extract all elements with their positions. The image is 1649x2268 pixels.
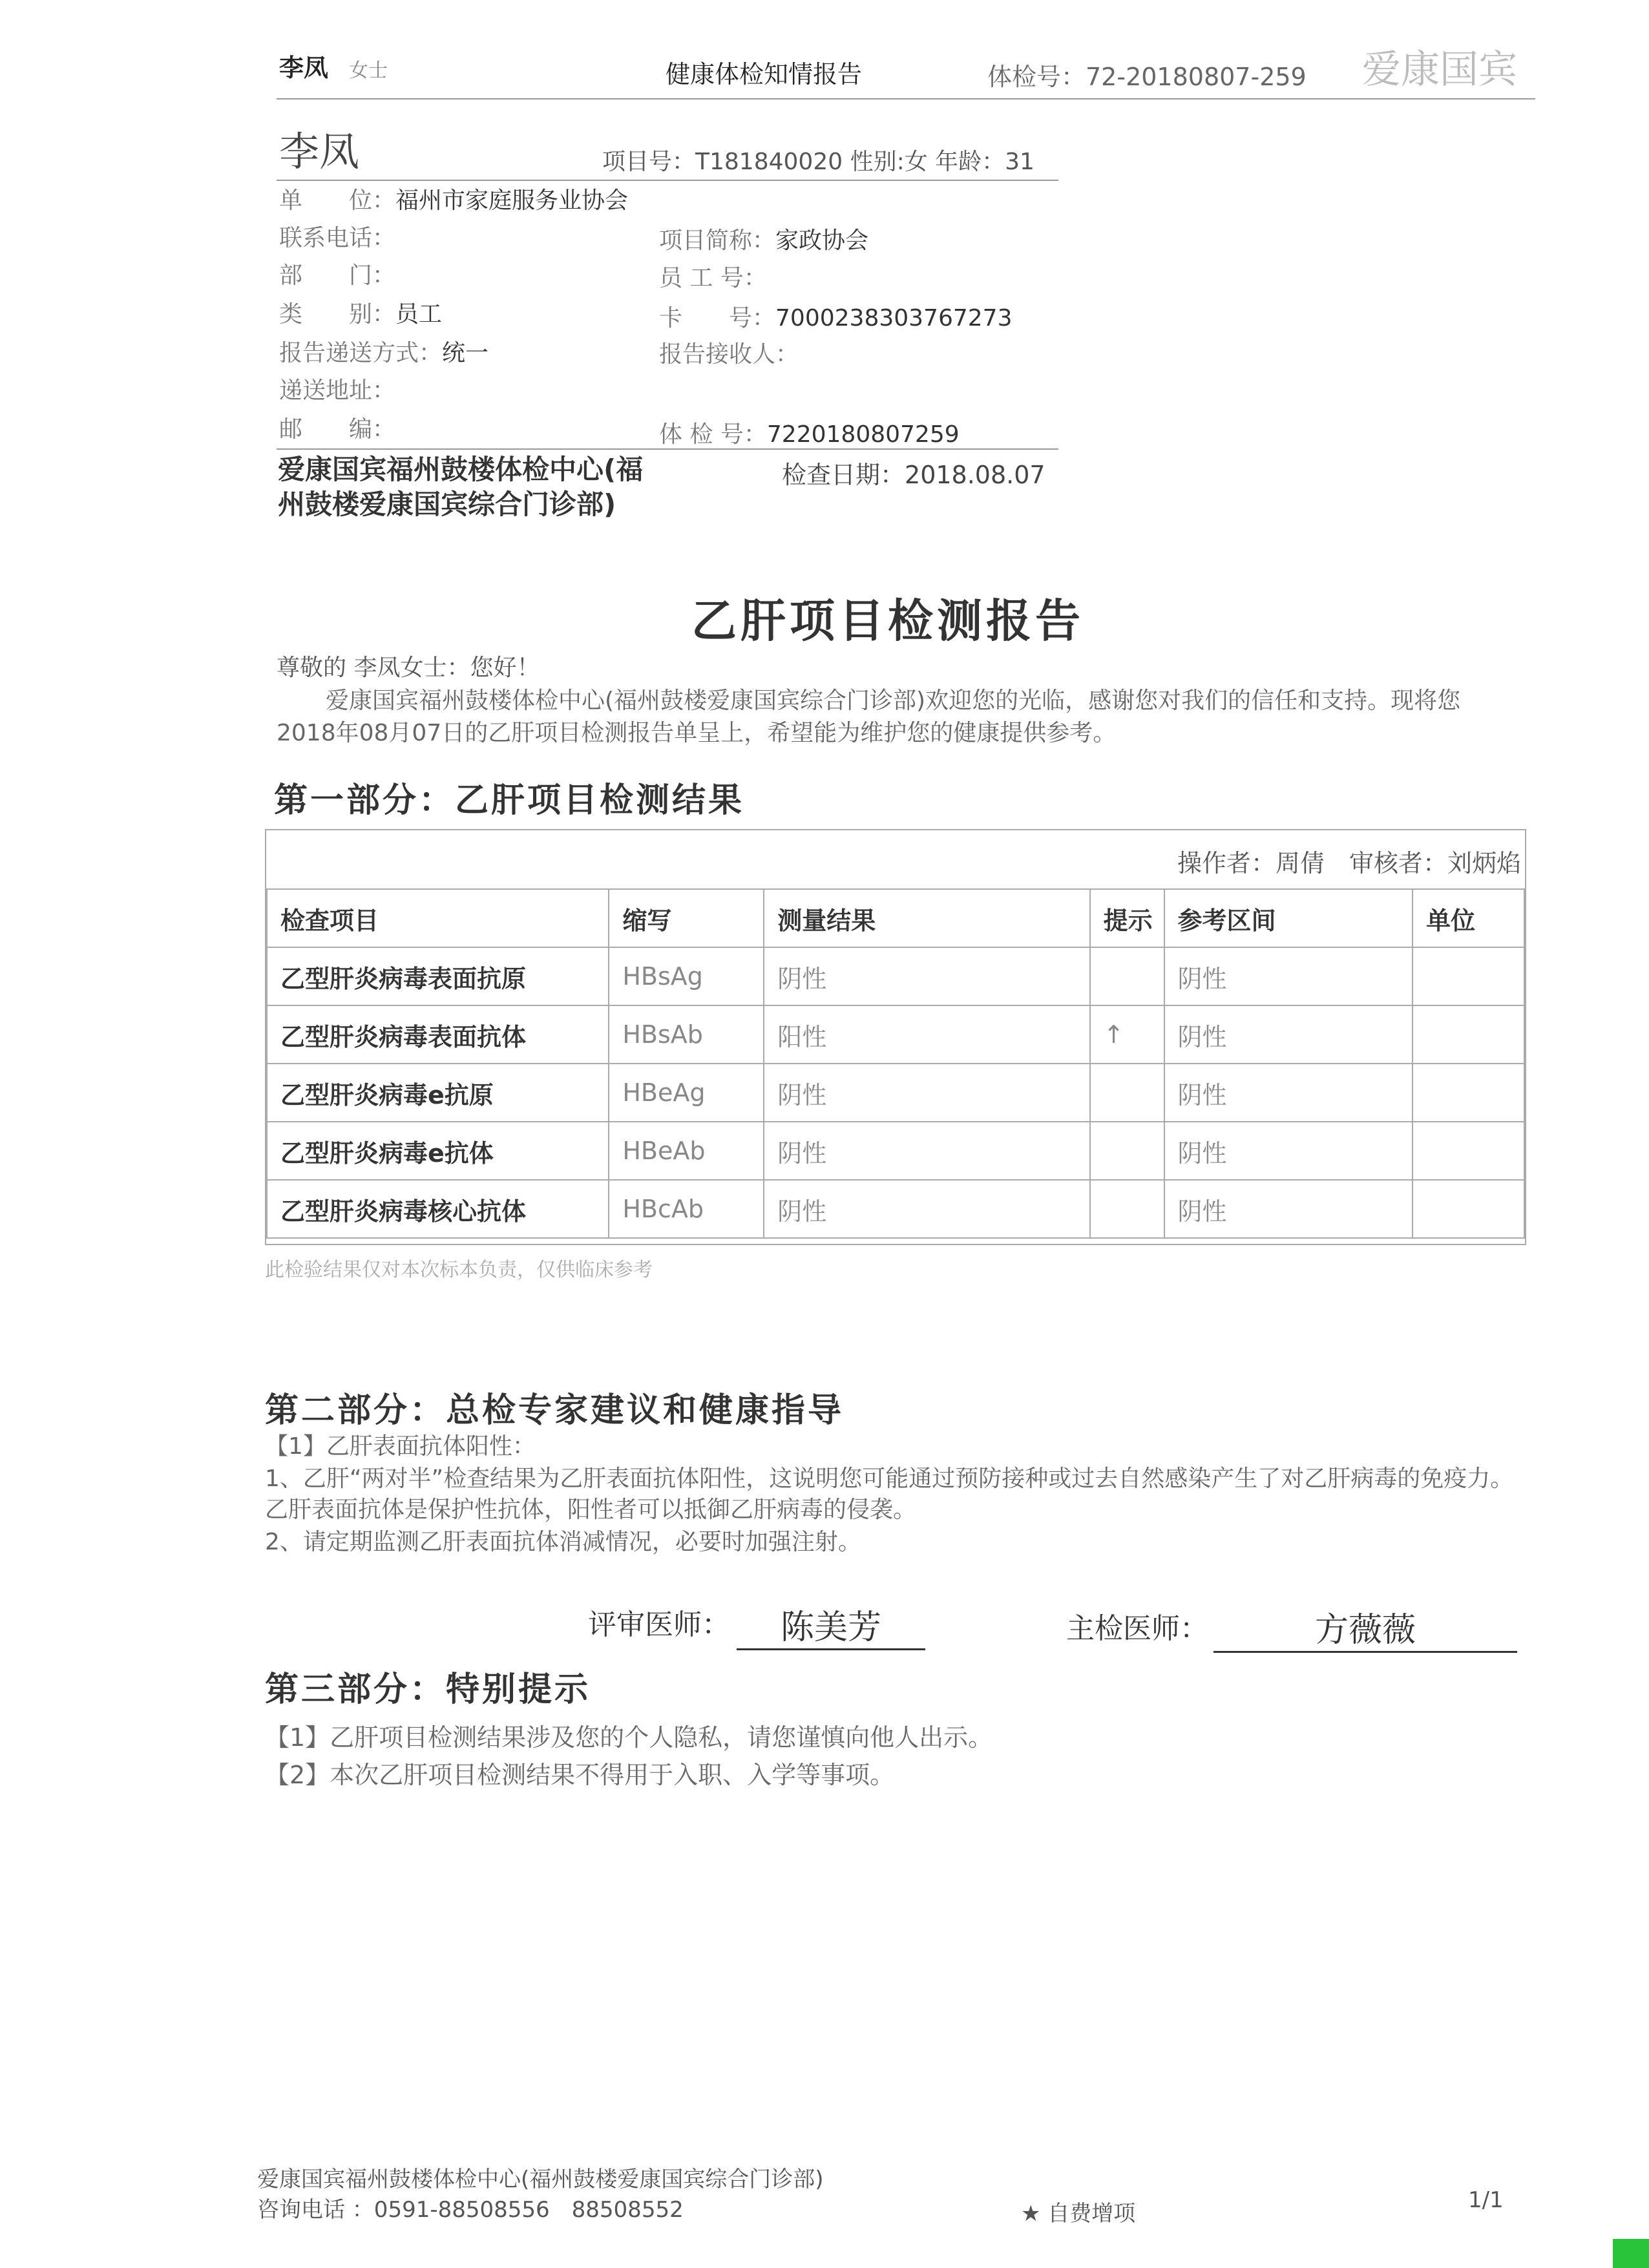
table-header-row [267,889,1524,947]
cell-ref: 阴性 [1164,947,1413,1005]
cell-ref: 阴性 [1164,1122,1413,1180]
employee-no-field: 员 工 号： [659,265,767,291]
cell-result: 阳性 [764,1005,1089,1064]
reviewer-signature: 陈美芳 [737,1600,925,1650]
fields-divider [277,448,1058,450]
special-item-1: 【1】乙肝项目检测结果涉及您的个人隐私，请您谨慎向他人出示。 [265,1723,993,1752]
header-hint: 提示 [1090,889,1164,947]
header-item: 检查项目 [267,889,609,947]
project-abbr-field: 项目简称：家政协会 [659,227,869,254]
header-unit: 单位 [1413,889,1524,947]
cell-unit [1413,947,1524,1005]
cell-result: 阴性 [764,1180,1089,1238]
table-row [267,1064,1524,1122]
intro-paragraph: 爱康国宾福州鼓楼体检中心(福州鼓楼爱康国宾综合门诊部)欢迎您的光临，感谢您对我们的信任和支持。现将您2018年08月07日的乙肝项目检测报告单呈上，希望能为维护您的健康提供参考。 [277,688,1461,746]
cell-hint [1090,1064,1164,1122]
reviewer-label: 评审医师： [588,1608,730,1641]
footer-center: 爱康国宾福州鼓楼体检中心(福州鼓楼爱康国宾综合门诊部) [257,2167,824,2192]
header-ref: 参考区间 [1164,889,1413,947]
results-table [266,888,1525,1239]
footer-note: ★ 自费增项 [1021,2201,1136,2227]
check-date: 检查日期：2018.08.07 [782,461,1045,489]
cell-abbr: HBsAb [609,1005,764,1064]
patient-divider [277,180,1058,181]
special-item-2: 【2】本次乙肝项目检测结果不得用于入职、入学等事项。 [265,1761,895,1789]
cell-unit [1413,1122,1524,1180]
brand-logo: 爱康国宾 [1362,47,1517,92]
cell-unit [1413,1180,1524,1238]
cell-unit [1413,1064,1524,1122]
receiver-field: 报告接收人： [659,341,799,368]
cell-item: 乙型肝炎病毒e抗原 [267,1064,609,1122]
greeting: 尊敬的 李凤女士：您好！ [277,655,540,681]
cell-ref: 阴性 [1164,1005,1413,1064]
table-row [267,1005,1524,1064]
cell-abbr: HBsAg [609,947,764,1005]
project-line: 项目号：T181840020 性别:女 年龄：31 [602,149,1035,175]
table-row [267,1180,1524,1238]
cell-unit [1413,1005,1524,1064]
cell-abbr: HBcAb [609,1180,764,1238]
part2-title: 第二部分：总检专家建议和健康指导 [265,1391,845,1430]
advice-line-1: 1、乙肝“两对半”检查结果为乙肝表面抗体阳性，这说明您可能通过预防接种或过去自然感染产生了对乙肝病毒的免疫力。乙肝表面抗体是保护性抗体，阳性者可以抵御乙肝病毒的侵袭。 [265,1465,1514,1523]
cell-abbr: HBeAg [609,1064,764,1122]
cell-result: 阴性 [764,1122,1089,1180]
footer-phone: 咨询电话 ：0591-88508556 88508552 [257,2197,684,2223]
header-report-type: 健康体检知情报告 [666,60,863,89]
cell-item: 乙型肝炎病毒表面抗原 [267,947,609,1005]
cell-hint [1090,1122,1164,1180]
scan-marker [1613,2239,1649,2268]
cell-hint [1090,947,1164,1005]
cell-item: 乙型肝炎病毒核心抗体 [267,1180,609,1238]
patient-name: 李凤 [279,128,360,175]
chief-label: 主检医师： [1066,1612,1208,1645]
header-divider [277,98,1535,100]
cell-abbr: HBeAb [609,1122,764,1180]
cell-result: 阴性 [764,947,1089,1005]
address-field: 递送地址： [279,377,396,404]
header-patient-name: 李凤 [279,54,329,82]
header-exam-no: 体检号：72-20180807-259 [987,63,1307,91]
header-title-suffix: 女士 [349,59,388,82]
cell-ref: 阴性 [1164,1064,1413,1122]
cell-ref: 阴性 [1164,1180,1413,1238]
cell-hint [1090,1180,1164,1238]
advice-heading: 【1】乙肝表面抗体阳性： [265,1433,536,1460]
header-abbr: 缩写 [609,889,764,947]
document-title: 乙肝项目检测报告 [691,594,1084,647]
part1-title: 第一部分：乙肝项目检测结果 [274,781,745,820]
cell-item: 乙型肝炎病毒e抗体 [267,1122,609,1180]
category-field: 类 别：员工 [279,301,443,328]
dept-field: 部 门： [279,262,396,289]
center-name: 爱康国宾福州鼓楼体检中心(福州鼓楼爱康国宾综合门诊部) [278,454,644,520]
header-result: 测量结果 [764,889,1089,947]
results-table-frame [265,829,1526,1245]
cell-item: 乙型肝炎病毒表面抗体 [267,1005,609,1064]
operator-reviewer: 操作者：周倩 审核者：刘炳焰 [1177,849,1521,877]
disclaimer: 此检验结果仅对本次标本负责，仅供临床参考 [265,1259,653,1281]
table-row [267,947,1524,1005]
cell-result: 阴性 [764,1064,1089,1122]
page-number: 1/1 [1468,2187,1504,2213]
chief-signature: 方薇薇 [1213,1602,1517,1653]
cell-hint: ↑ [1090,1005,1164,1064]
advice-line-2: 2、请定期监测乙肝表面抗体消减情况，必要时加强注射。 [265,1529,861,1555]
part3-title: 第三部分：特别提示 [265,1670,591,1709]
delivery-field: 报告递送方式：统一 [279,340,489,366]
unit-field: 单 位：福州市家庭服务业协会 [279,187,629,214]
card-field: 卡 号：7000238303767273 [659,305,1013,331]
table-row [267,1122,1524,1180]
exam-no-field: 体 检 号：7220180807259 [659,421,960,448]
zip-field: 邮 编： [279,416,396,443]
phone-field: 联系电话： [279,225,396,251]
